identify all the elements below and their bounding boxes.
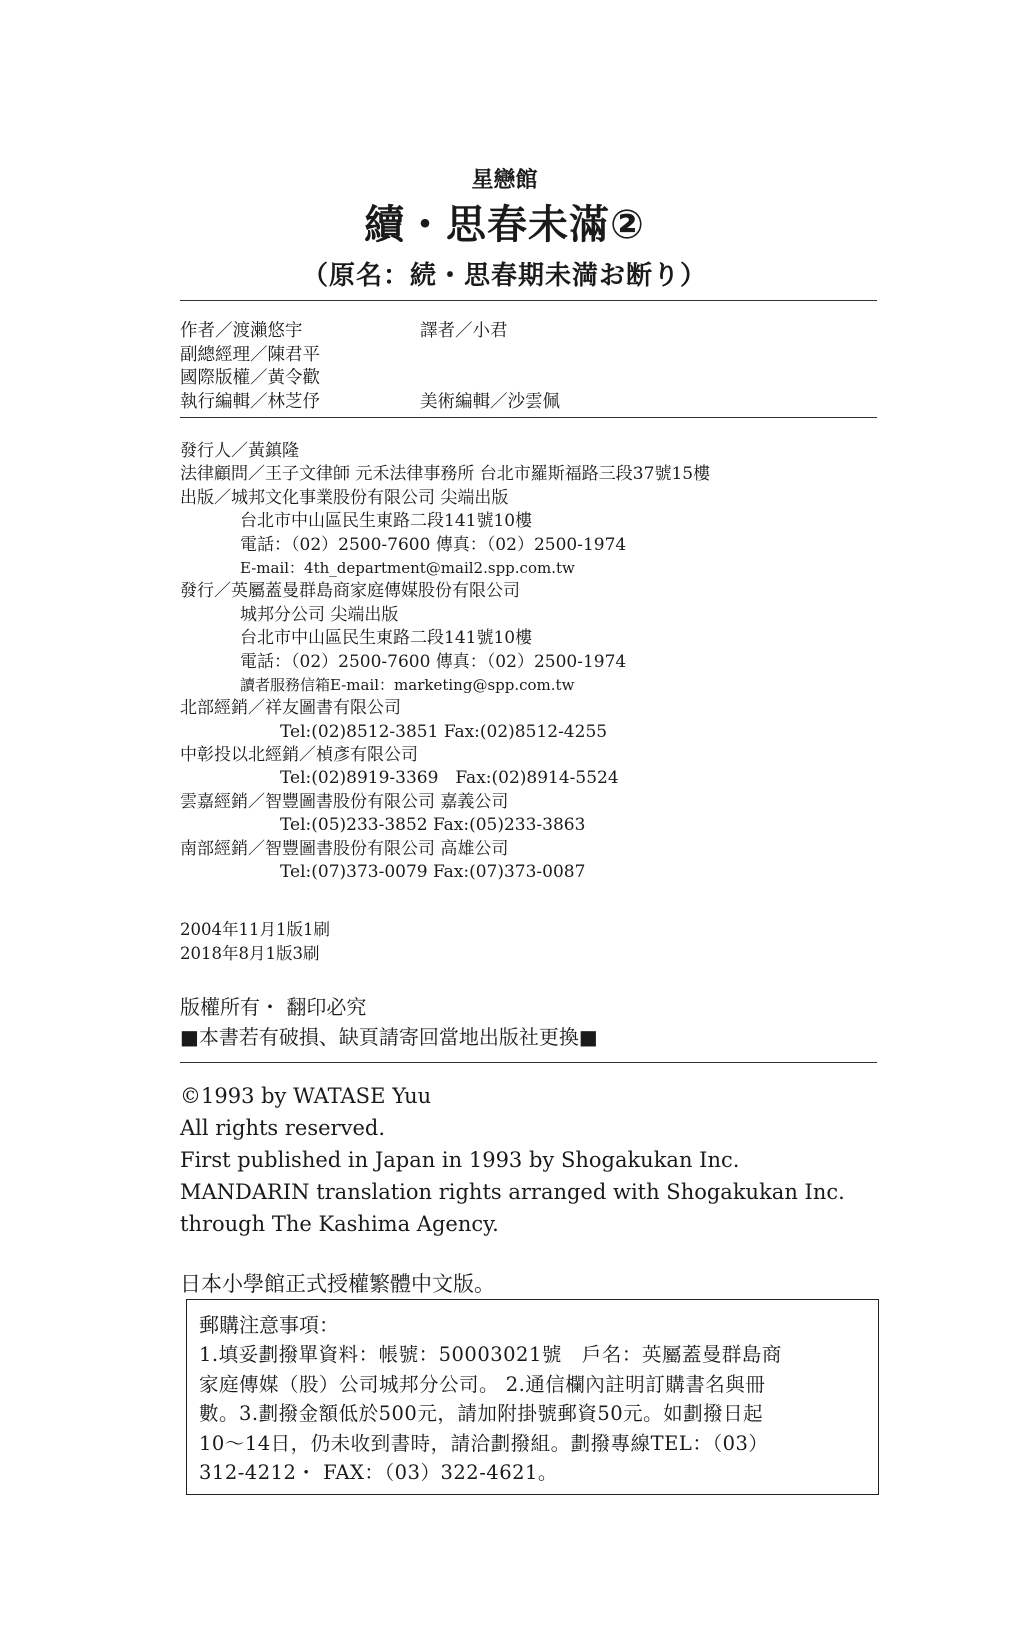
publisher-line: Tel:(02)8919-3369 Fax:(02)8914-5524	[280, 768, 619, 789]
publisher-line: Tel:(05)233-3852 Fax:(05)233-3863	[280, 815, 586, 836]
latest-printing: 2018年8月1版3刷	[180, 944, 320, 963]
publisher-line: 發行／英屬蓋曼群島商家庭傳媒股份有限公司	[180, 581, 520, 602]
copyright-line: First published in Japan in 1993 by Shogakukan Inc.	[180, 1148, 740, 1172]
rights-credit: 國際版權／黃令歡	[180, 368, 320, 388]
mail-order-line: 數。3.劃撥金額低於500元，請加附掛號郵資50元。如劃撥日起	[199, 1402, 764, 1425]
publisher-line: 發行人／黃鎮隆	[180, 441, 299, 461]
printing-history	[180, 918, 330, 966]
author-credit: 作者／渡瀨悠宇	[180, 321, 303, 341]
publisher-line: Tel:(02)8512-3851 Fax:(02)8512-4255	[280, 721, 608, 742]
publisher-line: 法律顧問／王子文律師 元禾法律事務所 台北市羅斯福路三段37號15樓	[180, 464, 711, 485]
divider-copyright	[180, 1062, 877, 1063]
credits-row	[180, 391, 880, 415]
credits-row	[180, 344, 880, 368]
publisher-line: 中彰投以北經銷／楨彥有限公司	[180, 745, 418, 766]
credits-row	[180, 367, 880, 391]
art-editor-credit: 美術編輯／沙雲佩	[420, 391, 560, 412]
mail-order-line: 10～14日，仍未收到書時，請洽劃撥組。劃撥專線TEL：（03）	[199, 1431, 769, 1455]
translator-credit: 譯者／小君	[420, 321, 508, 341]
original-title: （原名：続・思春期未満お断り）	[301, 261, 707, 291]
publisher-line: 台北市中山區民生東路二段141號10樓	[240, 511, 533, 532]
publisher-line: 北部經銷／祥友圖書有限公司	[180, 698, 401, 719]
series-name: 星戀館	[471, 168, 538, 193]
credits-block	[180, 320, 880, 414]
book-title: 續・思春未滿②	[364, 202, 645, 248]
publisher-line: 電話：（02）2500-7600 傳真：（02）2500-1974	[240, 534, 627, 555]
license-statement: 日本小學館正式授權繁體中文版。	[180, 1272, 495, 1296]
publisher-line: 台北市中山區民生東路二段141號10樓	[240, 628, 533, 649]
divider-top	[180, 300, 877, 301]
publisher-line: 城邦分公司 尖端出版	[240, 604, 399, 625]
copyright-line: MANDARIN translation rights arranged with Shogakukan Inc.	[180, 1180, 845, 1204]
publisher-line: 南部經銷／智豐圖書股份有限公司 高雄公司	[180, 838, 509, 859]
copyright-line: All rights reserved.	[180, 1116, 386, 1140]
mail-order-body	[199, 1340, 866, 1488]
publisher-line: 電話：（02）2500-7600 傳真：（02）2500-1974	[240, 651, 627, 672]
copyright-block	[180, 1080, 845, 1240]
mail-order-line: 1.填妥劃撥單資料：帳號：50003021號 戶名：英屬蓋曼群島商	[199, 1343, 782, 1366]
credits-row	[180, 320, 880, 344]
publisher-line: Tel:(07)373-0079 Fax:(07)373-0087	[280, 862, 586, 883]
mail-order-notice	[186, 1299, 879, 1495]
rights-reserved-zh: 版權所有・ 翻印必究	[180, 995, 367, 1019]
publisher-line: 讀者服務信箱E-mail：marketing@spp.com.tw	[240, 675, 575, 694]
rights-notice	[180, 992, 598, 1052]
deputy-gm-credit: 副總經理／陳君平	[180, 344, 320, 365]
mail-order-heading: 郵購注意事項：	[199, 1313, 339, 1337]
mail-order-line: 312-4212・ FAX：（03）322-4621。	[199, 1461, 558, 1484]
publisher-line: E-mail：4th_department@mail2.spp.com.tw	[240, 558, 575, 577]
publisher-info	[180, 440, 940, 884]
copyright-line: through The Kashima Agency.	[180, 1212, 499, 1236]
divider-credits	[180, 417, 877, 418]
publisher-line: 出版／城邦文化事業股份有限公司 尖端出版	[180, 487, 509, 508]
exec-editor-credit: 執行編輯／林芝伃	[180, 391, 320, 412]
publisher-line: 雲嘉經銷／智豐圖書股份有限公司 嘉義公司	[180, 791, 509, 812]
first-printing: 2004年11月1版1刷	[180, 920, 330, 939]
copyright-line: ©1993 by WATASE Yuu	[180, 1084, 432, 1108]
mail-order-line: 家庭傳媒（股）公司城邦分公司。 2.通信欄內註明訂購書名與冊	[199, 1372, 766, 1396]
defect-notice: ■本書若有破損、缺頁請寄回當地出版社更換■	[180, 1025, 598, 1049]
